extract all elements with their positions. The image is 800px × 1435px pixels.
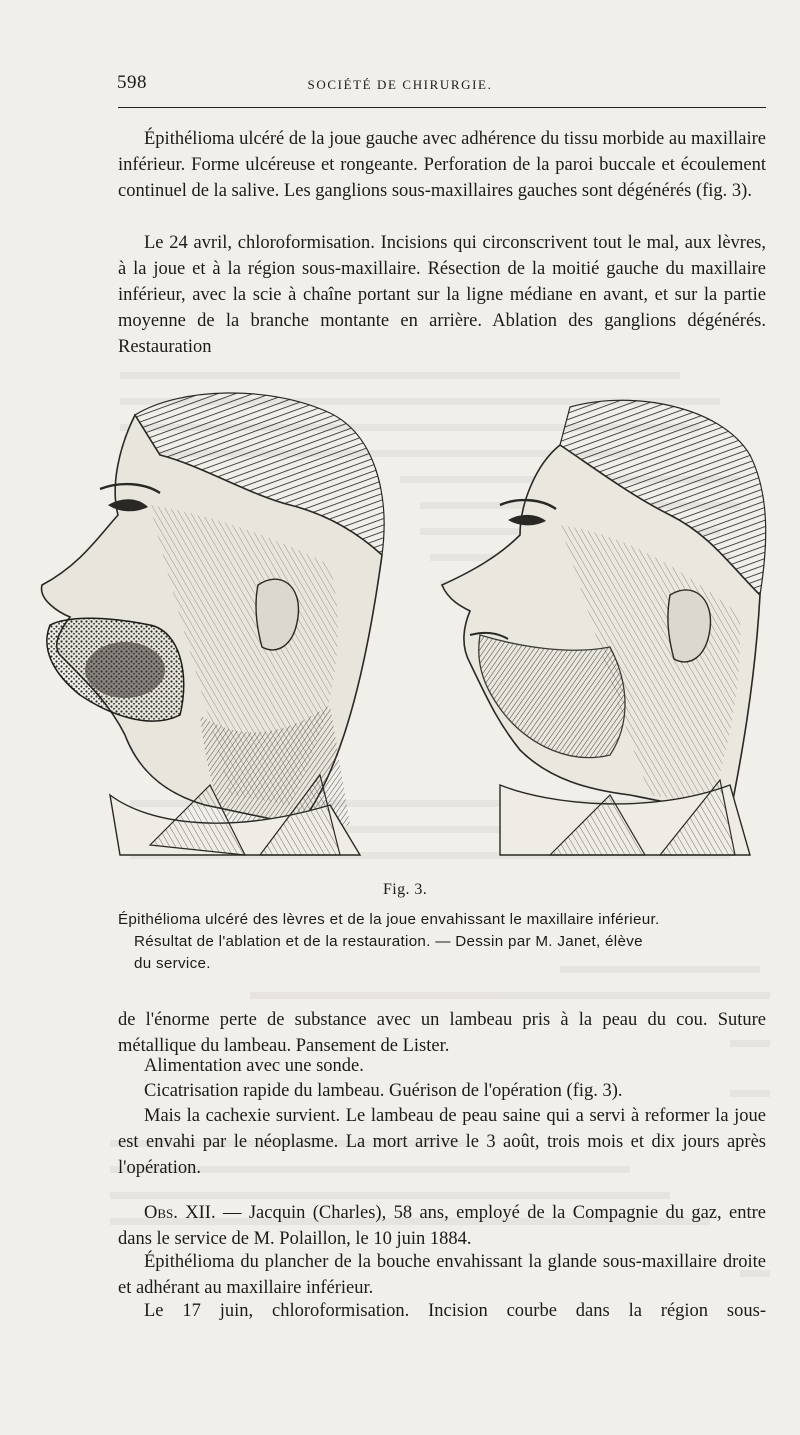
portrait-after-restoration	[442, 400, 766, 855]
caption-line: Résultat de l'ablation et de la restauration. — Dessin par M. Janet, élève	[134, 933, 643, 950]
header-rule	[118, 107, 766, 108]
caption-line: du service.	[134, 955, 211, 972]
paragraph-4: Alimentation avec une sonde.	[144, 1056, 364, 1076]
paragraph-6: Mais la cachexie survient. Le lambeau de peau saine qui a servi à reformer la joue est envahi par le néoplasme. La mort arrive le 3 août, trois mois et dix jours après l'opération.	[118, 1106, 766, 1178]
figure-illustration	[30, 385, 770, 875]
paragraph-5: Cicatrisation rapide du lambeau. Guérison de l'opération (fig. 3).	[144, 1081, 623, 1101]
paragraph-8: Épithélioma du plancher de la bouche envahissant la glande sous-maxillaire droite et adhérant au maxillaire inférieur.	[118, 1252, 766, 1298]
observation-label: Obs. XII.	[144, 1203, 216, 1223]
figure-caption	[118, 909, 766, 975]
caption-line: Épithélioma ulcéré des lèvres et de la joue envahissant le maxillaire inférieur.	[118, 911, 660, 928]
running-title: SOCIÉTÉ DE CHIRURGIE.	[307, 77, 493, 92]
paragraph-2: Le 24 avril, chloroformisation. Incisions qui circonscrivent tout le mal, aux lèvres, à la joue et à la région sous-maxillaire. Résection de la moitié gauche du maxillaire inférieur, avec la scie à chaîne portant sur la ligne médiane en avant, et sur la partie moyenne de la branche montante en arrière. Ablation des ganglions dégénérés. Restauration	[118, 233, 766, 357]
paragraph-1: Épithélioma ulcéré de la joue gauche avec adhérence du tissu morbide au maxillaire inférieur. Forme ulcéreuse et rongeante. Perforation de la paroi buccale et écoulement continuel de la salive. Les ganglions sous-maxillaires gauches sont dégénérés (fig. 3).	[118, 129, 766, 201]
observation-text: — Jacquin (Charles), 58 ans, employé de la Compagnie du gaz, entre dans le service de M. Polaillon, le 10 juin 1884.	[118, 1203, 766, 1249]
figure-label: Fig. 3.	[383, 881, 428, 898]
paragraph-9: Le 17 juin, chloroformisation. Incision courbe dans la région sous-	[144, 1301, 766, 1321]
portrait-before-operation	[42, 393, 385, 855]
paragraph-3: de l'énorme perte de substance avec un lambeau pris à la peau du cou. Suture métallique du lambeau. Pansement de Lister.	[118, 1010, 766, 1056]
page-number: 598	[117, 72, 147, 93]
observation-paragraph	[118, 1200, 766, 1252]
